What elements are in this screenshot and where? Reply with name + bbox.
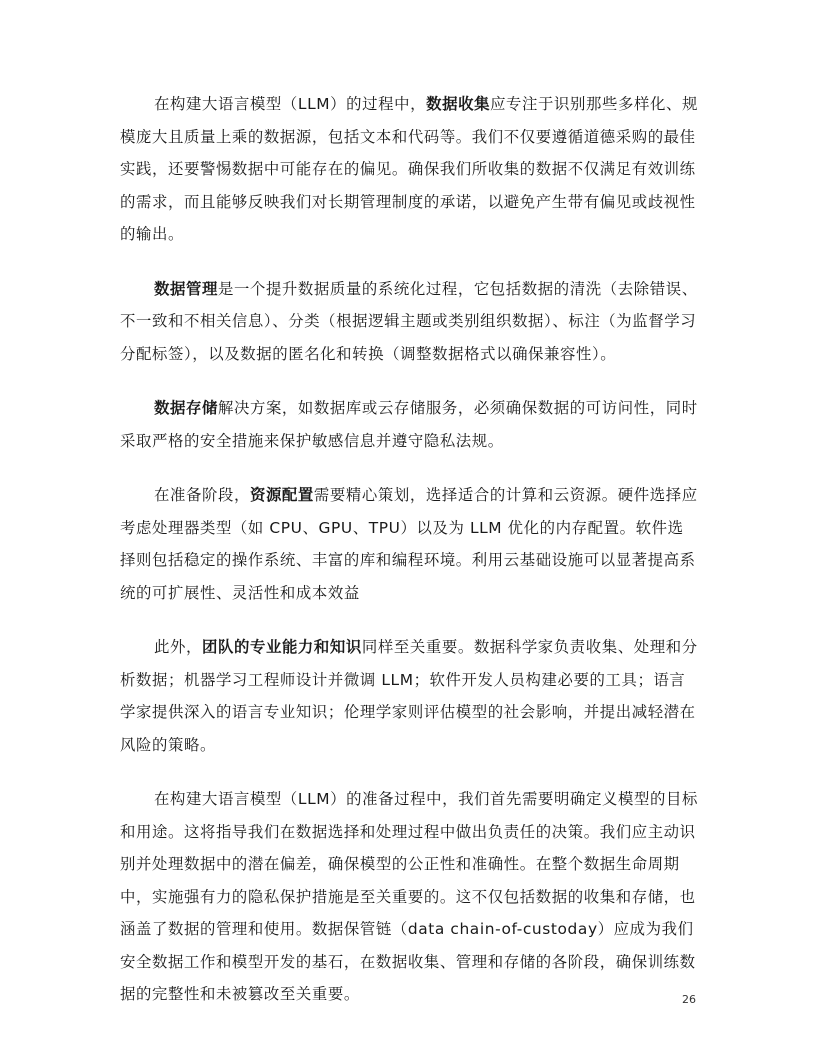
page-number: 26 — [682, 993, 696, 1006]
text-run: 在构建大语言模型（LLM）的准备过程中，我们首先需要明确定义模型的目标和用途。这将指导我们在数据选择和处理过程中做出负责任的决策。我们应主动识别并处理数据中的潜在偏差，确保模型的公正性和准确性。在整个数据生命周期中，实施强有力的隐私保护措施是至关重要的。这不仅包括数据的收集和存储，也涵盖了数据的管理和使用。数据保管链（data chain-of-custoday）应成为我们安全数据工作和模型开发的基石，在数据收集、管理和存储的各阶段，确保训练数据的完整性和未被篡改至关重要。 — [120, 790, 698, 1003]
bold-term-resource-allocation: 资源配置 — [249, 486, 314, 504]
text-run: 应专注于识别那些多样化、规模庞大且质量上乘的数据源，包括文本和代码等。我们不仅要遵循道德采购的最佳实践，还要警惕数据中可能存在的偏见。确保我们所收集的数据不仅满足有效训练的需求，而且能够反映我们对长期管理制度的承诺，以避免产生带有偏见或歧视性的输出。 — [120, 95, 698, 243]
text-run: 解决方案，如数据库或云存储服务，必须确保数据的可访问性，同时采取严格的安全措施来保护敏感信息并遵守隐私法规。 — [120, 399, 698, 450]
paragraph-data-storage — [120, 392, 698, 457]
bold-term-data-management: 数据管理 — [154, 279, 218, 298]
paragraph-data-management — [120, 273, 698, 371]
text-run: 是一个提升数据质量的系统化过程，它包括数据的清洗（去除错误、不一致和不相关信息）、分类（根据逻辑主题或类别组织数据）、标注（为监督学习分配标签），以及数据的匿名化和转换（调整数据格式以确保兼容性）。 — [120, 279, 698, 363]
text-run: 在构建大语言模型（LLM）的过程中， — [154, 95, 427, 113]
paragraph-data-collection — [120, 88, 698, 251]
bold-term-data-storage: 数据存储 — [154, 399, 218, 417]
paragraph-resource-allocation — [120, 479, 698, 609]
text-run: 在准备阶段， — [154, 486, 250, 504]
text-run: 同样至关重要。数据科学家负责收集、处理和分析数据；机器学习工程师设计并微调 LLM；软件开发人员构建必要的工具；语言学家提供深入的语言专业知识；伦理学家则评估模型的社会影响，并提出减轻潜在风险的策略。 — [120, 638, 698, 754]
text-run: 此外， — [154, 638, 202, 656]
page-body — [120, 88, 698, 1033]
text-run: 需要精心策划，选择适合的计算和云资源。硬件选择应考虑处理器类型（如 CPU、GPU、TPU）以及为 LLM 优化的内存配置。软件选择则包括稳定的操作系统、丰富的库和编程环境。利用云基础设施可以显著提高系统的可扩展性、灵活性和成本效益 — [120, 486, 698, 602]
paragraph-llm-preparation — [120, 783, 698, 1011]
paragraph-team-expertise — [120, 631, 698, 761]
bold-term-data-collection: 数据收集 — [426, 95, 491, 113]
bold-term-team-expertise: 团队的专业能力和知识 — [201, 638, 362, 656]
